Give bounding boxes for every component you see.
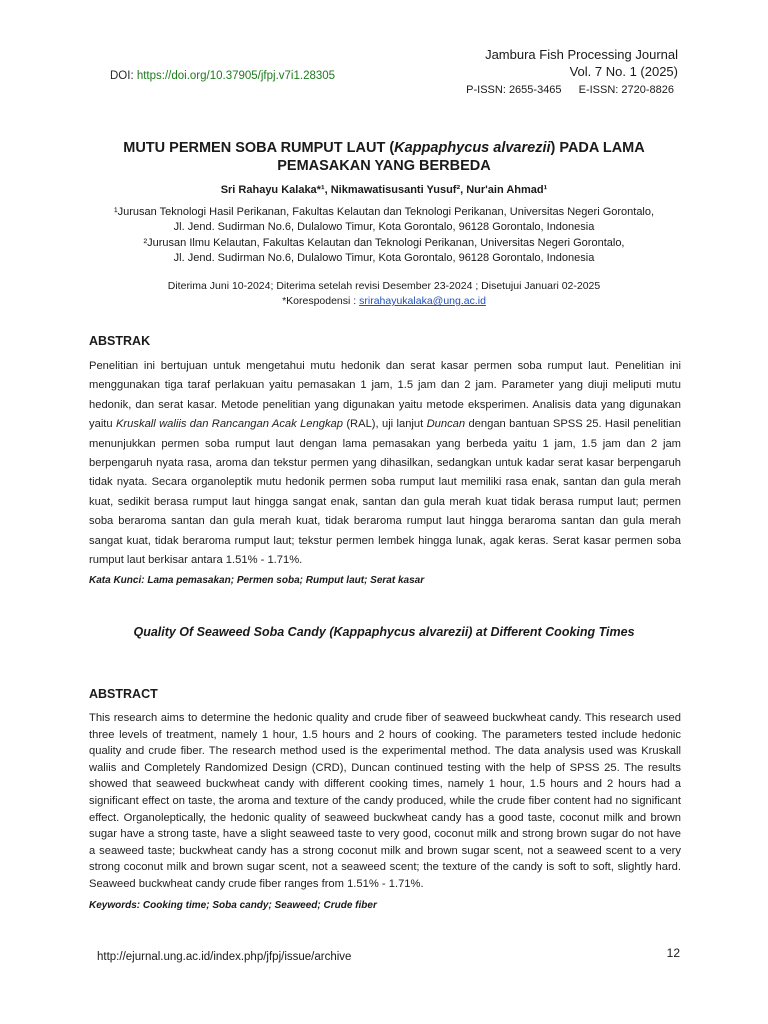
issn-line <box>466 84 674 96</box>
correspondence-label: *Korespodensi : <box>282 295 360 307</box>
abstrak-text: dengan bantuan SPSS 25. Hasil penelitian menunjukkan permen soba rumput laut dengan lama pemasakan yang berbeda yaitu 1 jam, 1.5 jam dan 2 jam berpengaruh nyata rasa, aroma dan tekstur permen yang dihasilkan, sedangkan untuk kadar serat kasar berpengaruh tidak nyata. Secara organoleptik mutu hedonik permen soba rumput laut memiliki rasa enak, santan dan gula merah kuat, sedikit berasa rumput laut hingga sangat enak, santan dan gula merah kuat tidak berasa rumput laut; permen soba beraroma santan dan gula merah kuat, tidak beraroma rumput laut hingga beraroma santan dan gula merah sangat kuat, tidak beraroma rumput laut; tekstur permen lembek hingga lunak, agak keras. Serat kasar permen soba rumput laut berkisar antara 1.51% - 1.71%. <box>89 418 681 567</box>
title-part: ) PADA LAMA <box>550 140 645 156</box>
abstrak-text: (RAL), uji lanjut <box>343 418 427 431</box>
received-dates: Diterima Juni 10-2024; Diterima setelah revisi Desember 23-2024 ; Disetujui Januari 02-2025 <box>167 280 601 292</box>
abstrak-keywords: Kata Kunci: Lama pemasakan; Permen soba; Rumput laut; Serat kasar <box>89 575 425 586</box>
abstract-body: This research aims to determine the hedonic quality and crude fiber of seaweed buckwheat candy. This research used three levels of treatment, namely 1 hour, 1.5 hours and 2 hours of cooking. The parameters tested include hedonic quality and crude fiber. The research method used is the experimental method. The data analysis used was Kruskall waliis and Completely Randomized Design (CRD), Duncan continued testing with the help of SPSS 25. The results showed that seaweed buckwheat candy with different cooking times, namely 1 hour, 1.5 hours and 2 hours had a significant effect on taste, the aroma and texture of the candy produced, while the crude fiber content had no significant effect. Organoleptically, the hedonic quality of seaweed buckwheat candy has a good taste, coconut milk and brown sugar have a strong taste, have a slight seaweed taste to very good, coconut milk and strong brown sugar do not have a seaweed taste; buckwheat candy has a strong coconut milk and brown sugar scent, not a seaweed scent to a very strong coconut milk and brown sugar scent, not a seaweed scent; the texture of the candy is soft to soft, slightly hard. Seaweed buckwheat candy crude fiber ranges from 1.51% - 1.71%. <box>89 712 681 890</box>
footer-url[interactable]: http://ejurnal.ung.ac.id/index.php/jfpj/issue/archive <box>97 951 352 963</box>
paper-title <box>0 139 768 175</box>
title-species: Kappaphycus alvarezii <box>394 140 551 156</box>
eissn: E-ISSN: 2720-8826 <box>578 84 674 96</box>
abstrak-italic: Kruskall waliis dan Rancangan Acak Lengkap <box>115 418 343 431</box>
journal-header <box>485 46 678 80</box>
affiliation-line: Jl. Jend. Sudirman No.6, Dulalowo Timur, Kota Gorontalo, 96128 Gorontalo, Indonesia <box>173 221 595 233</box>
affiliation-line: Jl. Jend. Sudirman No.6, Dulalowo Timur, Kota Gorontalo, 96128 Gorontalo, Indonesia <box>173 252 595 264</box>
abstrak-text: Penelitian ini bertujuan untuk mengetahui mutu hedonik dan serat kasar permen soba rumput laut. Penelitian ini menggunakan tiga taraf perlakuan yaitu pemasakan 1 jam, 1.5 jam dan 2 jam. Parameter yang diuji meliputi mutu hedonik, dan serat kasar. Metode penelitian yang digunakan yaitu metode eksperimen. Analisis data yang digunakan yaitu <box>89 360 681 431</box>
abstrak-heading: ABSTRAK <box>89 334 151 348</box>
doi-label: DOI: <box>110 70 137 82</box>
abstract-keywords: Keywords: Cooking time; Soba candy; Seaweed; Crude fiber <box>89 900 377 911</box>
journal-name: Jambura Fish Processing Journal <box>485 47 678 62</box>
pissn: P-ISSN: 2655-3465 <box>466 84 562 96</box>
title-line-2: PEMASAKAN YANG BERBEDA <box>277 158 491 174</box>
authors: Sri Rahayu Kalaka*¹, Nikmawatisusanti Yusuf², Nur'ain Ahmad¹ <box>220 184 548 196</box>
page-number: 12 <box>666 946 680 960</box>
abstract-heading: ABSTRACT <box>89 687 158 701</box>
title-part: MUTU PERMEN SOBA RUMPUT LAUT ( <box>123 140 395 156</box>
doi-link[interactable]: https://doi.org/10.37905/jfpj.v7i1.28305 <box>136 70 336 82</box>
abstrak-body <box>89 357 681 570</box>
journal-volume: Vol. 7 No. 1 (2025) <box>569 64 678 79</box>
correspondence-email[interactable]: srirahayukalaka@ung.ac.id <box>359 295 486 307</box>
english-title: Quality Of Seaweed Soba Candy (Kappaphycus alvarezii) at Different Cooking Times <box>133 625 635 639</box>
affiliation-line: ²Jurusan Ilmu Kelautan, Fakultas Kelautan dan Teknologi Perikanan, Universitas Negeri Gorontalo, <box>143 237 625 249</box>
affiliation-line: ¹Jurusan Teknologi Hasil Perikanan, Fakultas Kelautan dan Teknologi Perikanan, Universitas Negeri Gorontalo, <box>113 206 655 218</box>
article-dates <box>0 279 768 309</box>
doi-line <box>110 70 335 82</box>
correspondence <box>0 294 768 309</box>
abstrak-italic: Duncan <box>426 418 466 431</box>
